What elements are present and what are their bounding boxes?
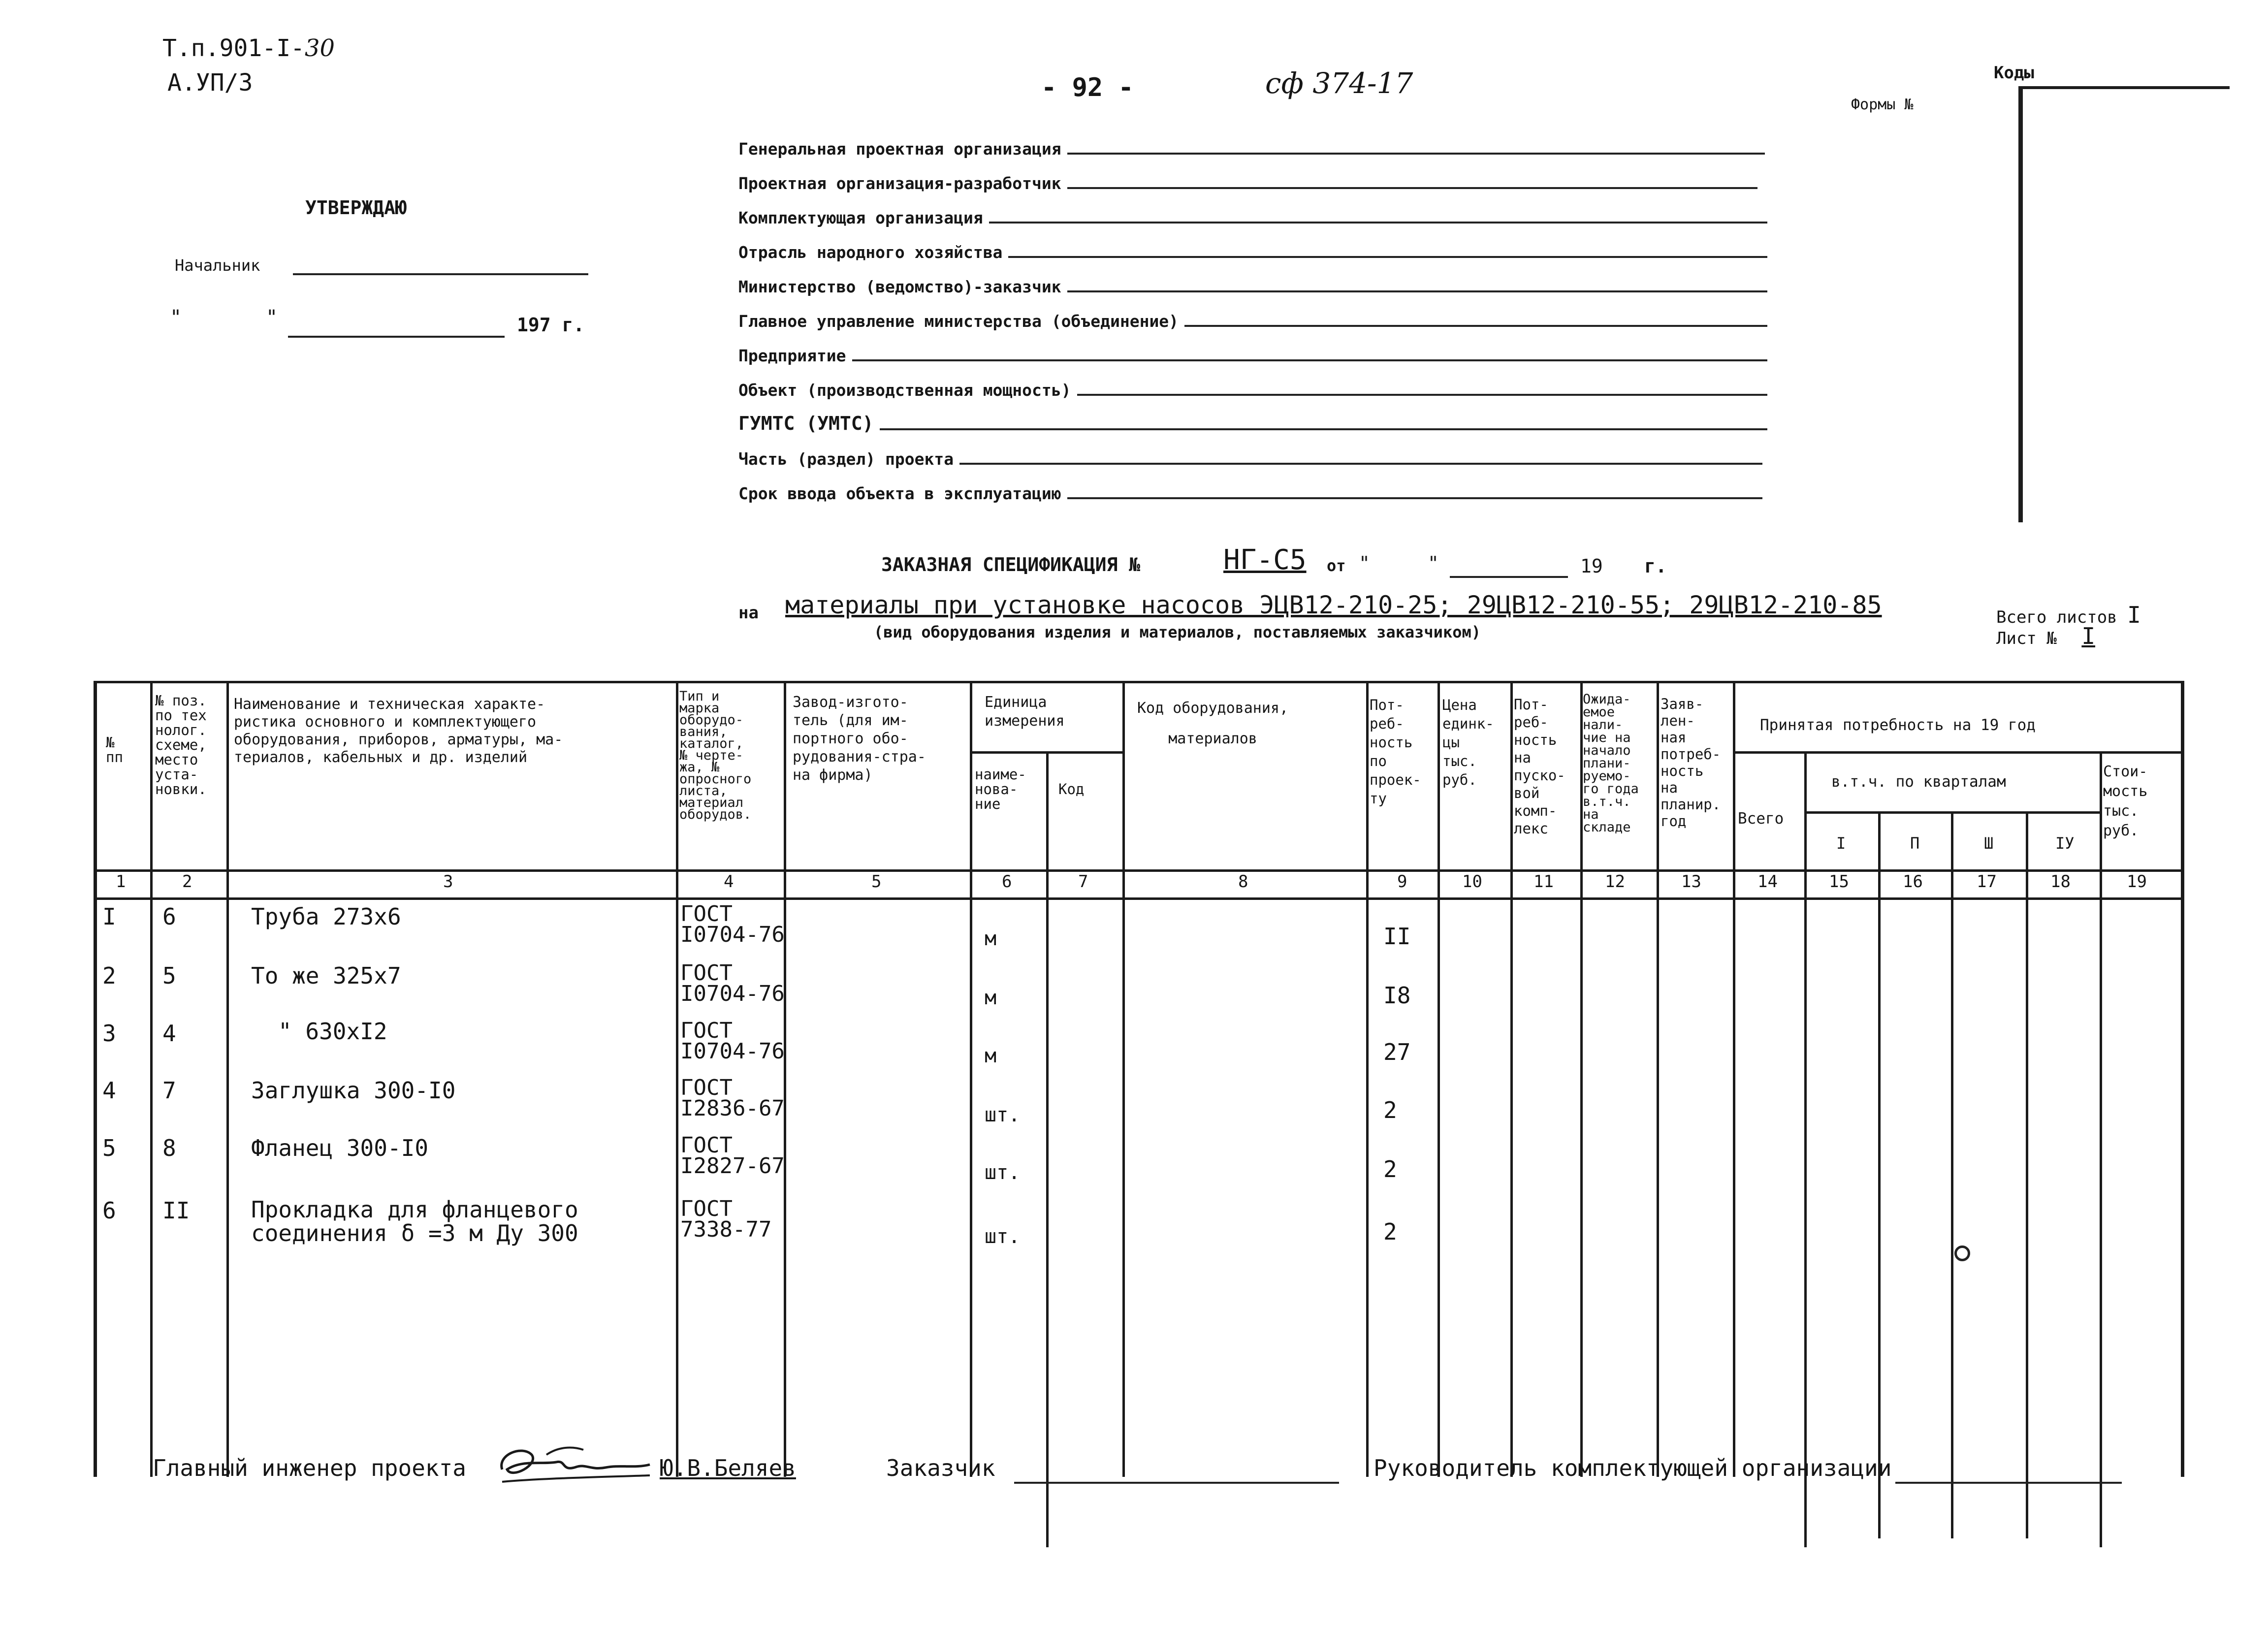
row-2-qty: I8 xyxy=(1383,982,1411,1009)
field-line xyxy=(852,359,1767,361)
spec-subject-caption: (вид оборудования изделия и материалов, поставляемых заказчиком) xyxy=(874,623,1481,641)
header-manufacturer: Завод-изгото- тель (для им- портного обо- рудования-стра- на фирма) xyxy=(793,694,926,784)
chief-engineer-signature xyxy=(492,1435,655,1489)
head-signature-line xyxy=(1895,1482,2122,1484)
row-6-position: II xyxy=(162,1197,190,1224)
row-5-name: Фланец 300-I0 xyxy=(251,1135,429,1161)
field-industry xyxy=(738,235,1767,262)
field-ministry xyxy=(738,270,1767,296)
field-project-part xyxy=(738,442,1762,469)
row-4-qty: 2 xyxy=(1383,1097,1397,1123)
row-1-number: I xyxy=(102,903,116,930)
field-label: Объект (производственная мощность) xyxy=(738,381,1071,400)
row-3-gost: ГОСТ I0704-76 xyxy=(680,1018,785,1064)
col-border-0 xyxy=(94,681,97,1477)
field-supply-org xyxy=(738,201,1767,227)
col-number-17: 17 xyxy=(1977,872,1997,892)
stray-mark xyxy=(1954,1245,1970,1261)
row-3-name: " 630хI2 xyxy=(278,1018,387,1045)
spec-date-quote-2: " xyxy=(1428,552,1439,574)
rule-colnum-bottom xyxy=(94,897,2181,900)
col-number-2: 2 xyxy=(182,872,192,892)
spec-title: ЗАКАЗНАЯ СПЕЦИФИКАЦИЯ № xyxy=(881,554,1141,575)
row-2-gost: ГОСТ I0704-76 xyxy=(680,960,785,1006)
field-label: Проектная организация-разработчик xyxy=(738,174,1061,193)
row-4-position: 7 xyxy=(162,1077,176,1104)
sheet-number-value: I xyxy=(2081,623,2096,649)
field-object xyxy=(738,373,1767,400)
col-border-19 xyxy=(2181,681,2184,1477)
row-1-qty: II xyxy=(1383,923,1411,950)
chief-label: Начальник xyxy=(175,256,260,275)
col-number-11: 11 xyxy=(1533,872,1554,892)
chief-signature-line xyxy=(293,273,588,275)
form-label: Формы № xyxy=(1851,96,1914,113)
header-q1: I xyxy=(1836,834,1846,853)
col-border-8 xyxy=(1366,681,1369,1477)
row-1-gost: ГОСТ I0704-76 xyxy=(680,901,785,947)
col-border-1 xyxy=(150,681,153,1477)
col-border-5 xyxy=(970,681,972,1477)
row-5-unit: шт. xyxy=(985,1161,1021,1184)
header-q4: IУ xyxy=(2055,834,2075,853)
row-2-number: 2 xyxy=(102,962,116,989)
document-code-print: Т.п.901-I- xyxy=(162,34,305,62)
header-row-number: № пп xyxy=(106,734,123,766)
customer-label: Заказчик xyxy=(886,1455,995,1481)
col-border-10 xyxy=(1510,681,1513,1477)
header-type: Тип и марка оборудо- вания, каталог, № черте- жа, № опросного листа, материал оборудов. xyxy=(679,689,752,822)
field-line xyxy=(1184,325,1767,327)
col-border-6 xyxy=(1046,751,1049,1547)
header-equipment-code: Код оборудования, материалов xyxy=(1137,700,1289,747)
row-3-position: 4 xyxy=(162,1020,176,1047)
field-label: ГУМТС (УМТС) xyxy=(738,413,874,434)
row-4-unit: шт. xyxy=(985,1104,1021,1126)
field-enterprise xyxy=(738,339,1767,365)
row-1-position: 6 xyxy=(162,903,176,930)
row-2-position: 5 xyxy=(162,962,176,989)
field-label: Предприятие xyxy=(738,346,846,365)
date-quote-1: " xyxy=(170,306,182,329)
header-q3: Ш xyxy=(1984,834,1994,853)
col-border-7 xyxy=(1122,681,1125,1477)
col-number-1: 1 xyxy=(116,872,126,892)
col-number-6: 6 xyxy=(1002,872,1012,892)
row-5-number: 5 xyxy=(102,1135,116,1161)
col-number-19: 19 xyxy=(2127,872,2147,892)
col-number-16: 16 xyxy=(1903,872,1923,892)
header-unit-code: Код xyxy=(1058,781,1085,798)
field-line xyxy=(989,222,1767,223)
field-line xyxy=(1008,256,1767,258)
header-accepted: Принятая потребность на 19 год xyxy=(1760,716,2036,734)
row-1-unit: м xyxy=(985,927,997,950)
header-need-startup: Пот- реб- ность на пуско- вой комп- лекс xyxy=(1514,696,1565,837)
col-number-4: 4 xyxy=(724,872,734,892)
total-sheets-label: Всего листов xyxy=(1996,607,2117,627)
header-expected: Ожида- емое нали- чие на начало плани- руемо- го года в.т.ч. на складе xyxy=(1583,692,1639,835)
header-declared: Заяв- лен- ная потреб- ность на планир. год xyxy=(1661,696,1721,830)
header-need-project: Пот- реб- ность по проек- ту xyxy=(1370,697,1421,807)
approve-date-line xyxy=(288,336,505,338)
sheet-number-label: Лист № xyxy=(1996,629,2057,648)
col-number-13: 13 xyxy=(1681,872,1701,892)
spec-year-suffix: г. xyxy=(1644,555,1667,577)
col-number-12: 12 xyxy=(1605,872,1625,892)
col-border-2 xyxy=(226,681,229,1477)
approve-title: УТВЕРЖДАЮ xyxy=(305,197,407,219)
row-1-name: Труба 273х6 xyxy=(251,903,401,930)
field-label: Министерство (ведомство)-заказчик xyxy=(738,277,1061,296)
field-label: Генеральная проектная организация xyxy=(738,139,1061,159)
field-line xyxy=(880,428,1767,430)
page-number: - 92 - xyxy=(1041,73,1134,102)
head-supply-label: Руководитель комплектующей организации xyxy=(1374,1455,1892,1481)
table-top-border xyxy=(94,681,2181,683)
field-label: Срок ввода объекта в эксплуатацию xyxy=(738,484,1061,503)
col-border-12 xyxy=(1657,681,1659,1477)
spec-number: НГ-С5 xyxy=(1223,544,1307,576)
row-6-qty: 2 xyxy=(1383,1218,1397,1245)
field-general-org xyxy=(738,132,1765,159)
rule-accepted-split xyxy=(1733,751,2181,754)
field-line xyxy=(959,463,1762,465)
col-number-3: 3 xyxy=(443,872,453,892)
col-border-3 xyxy=(676,681,678,1477)
approve-year: 197 г. xyxy=(517,314,585,336)
date-quote-2: " xyxy=(266,306,278,329)
album-code: А.УП/3 xyxy=(167,69,253,96)
customer-signature-line xyxy=(1014,1482,1339,1484)
header-unit-name: наиме- нова- ние xyxy=(975,766,1026,812)
field-label: Отрасль народного хозяйства xyxy=(738,243,1003,262)
col-border-15 xyxy=(1878,811,1881,1538)
field-main-directorate xyxy=(738,304,1767,331)
document-code xyxy=(162,34,335,62)
field-line xyxy=(1067,497,1762,499)
header-unit: Единица измерения xyxy=(985,694,1065,730)
col-border-17 xyxy=(2026,811,2028,1538)
col-number-18: 18 xyxy=(2050,872,2071,892)
row-3-number: 3 xyxy=(102,1020,116,1047)
row-4-number: 4 xyxy=(102,1077,116,1104)
row-2-unit: м xyxy=(985,987,997,1009)
header-price: Цена единк- цы тыс. руб. xyxy=(1442,697,1494,788)
field-commissioning-date xyxy=(738,477,1762,503)
chief-engineer-name: Ю.В.Беляев xyxy=(660,1455,796,1481)
field-label: Часть (раздел) проекта xyxy=(738,449,954,469)
row-5-position: 8 xyxy=(162,1135,176,1161)
field-label: Главное управление министерства (объединение) xyxy=(738,312,1179,331)
row-4-gost: ГОСТ I2836-67 xyxy=(680,1075,785,1121)
row-3-unit: м xyxy=(985,1045,997,1067)
header-name: Наименование и техническая характе- ристика основного и комплектующего оборудования, приборов, арматуры, ма- териалов, кабельных и др. изделий xyxy=(234,696,563,766)
field-developer-org xyxy=(738,166,1757,193)
col-number-9: 9 xyxy=(1397,872,1407,892)
header-cost: Стои- мость тыс. руб. xyxy=(2103,763,2148,839)
col-border-16 xyxy=(1951,811,1953,1538)
header-quarters: в.т.ч. по кварталам xyxy=(1831,773,2006,791)
row-6-gost: ГОСТ 7338-77 xyxy=(680,1196,772,1242)
row-2-name: То же 325х7 xyxy=(251,962,401,989)
spec-date-quote-1: " xyxy=(1359,552,1370,574)
spec-date-line xyxy=(1450,576,1568,578)
col-number-7: 7 xyxy=(1078,872,1088,892)
field-line xyxy=(1067,187,1757,189)
row-6-unit: шт. xyxy=(985,1225,1021,1248)
codes-box xyxy=(2018,86,2230,522)
col-number-5: 5 xyxy=(871,872,882,892)
col-border-9 xyxy=(1437,681,1440,1477)
specification-table xyxy=(94,681,2181,1477)
codes-label: Коды xyxy=(1994,63,2034,83)
document-code-handwritten: 30 xyxy=(304,34,335,62)
field-label: Комплектующая организация xyxy=(738,208,983,227)
col-number-15: 15 xyxy=(1829,872,1849,892)
row-5-qty: 2 xyxy=(1383,1156,1397,1182)
spec-subject: материалы при установке насосов ЭЦВ12-210-25; 29ЦВ12-210-55; 29ЦВ12-210-85 xyxy=(785,591,1882,619)
row-4-name: Заглушка 300-I0 xyxy=(251,1077,456,1104)
total-sheets-value: I xyxy=(2127,602,2141,628)
header-q2: П xyxy=(1910,834,1920,853)
col-number-10: 10 xyxy=(1462,872,1482,892)
col-border-14 xyxy=(1804,751,1807,1547)
field-gumts xyxy=(738,408,1767,434)
row-3-qty: 27 xyxy=(1383,1039,1411,1065)
col-border-13 xyxy=(1733,681,1735,1477)
rule-header-bottom xyxy=(94,869,2181,872)
col-border-18 xyxy=(2100,751,2102,1547)
spec-na-label: на xyxy=(738,603,759,623)
spec-year: 19 xyxy=(1580,555,1603,577)
field-line xyxy=(1077,394,1767,396)
header-total: Всего xyxy=(1738,810,1784,828)
handwritten-code: сф 374-17 xyxy=(1265,66,1413,100)
row-5-gost: ГОСТ I2827-67 xyxy=(680,1133,785,1179)
header-position: № поз. по тех нолог. схеме, место уста- новки. xyxy=(155,692,207,798)
col-number-8: 8 xyxy=(1238,872,1248,892)
field-line xyxy=(1067,153,1765,155)
chief-engineer-label: Главный инженер проекта xyxy=(153,1455,466,1481)
col-number-14: 14 xyxy=(1757,872,1778,892)
field-line xyxy=(1067,290,1767,292)
row-6-number: 6 xyxy=(102,1197,116,1224)
sheet-number xyxy=(1996,623,2110,649)
spec-from: от xyxy=(1327,556,1346,575)
row-6-name: Прокладка для фланцевого соединения δ =3 м Ду 300 xyxy=(251,1196,578,1246)
